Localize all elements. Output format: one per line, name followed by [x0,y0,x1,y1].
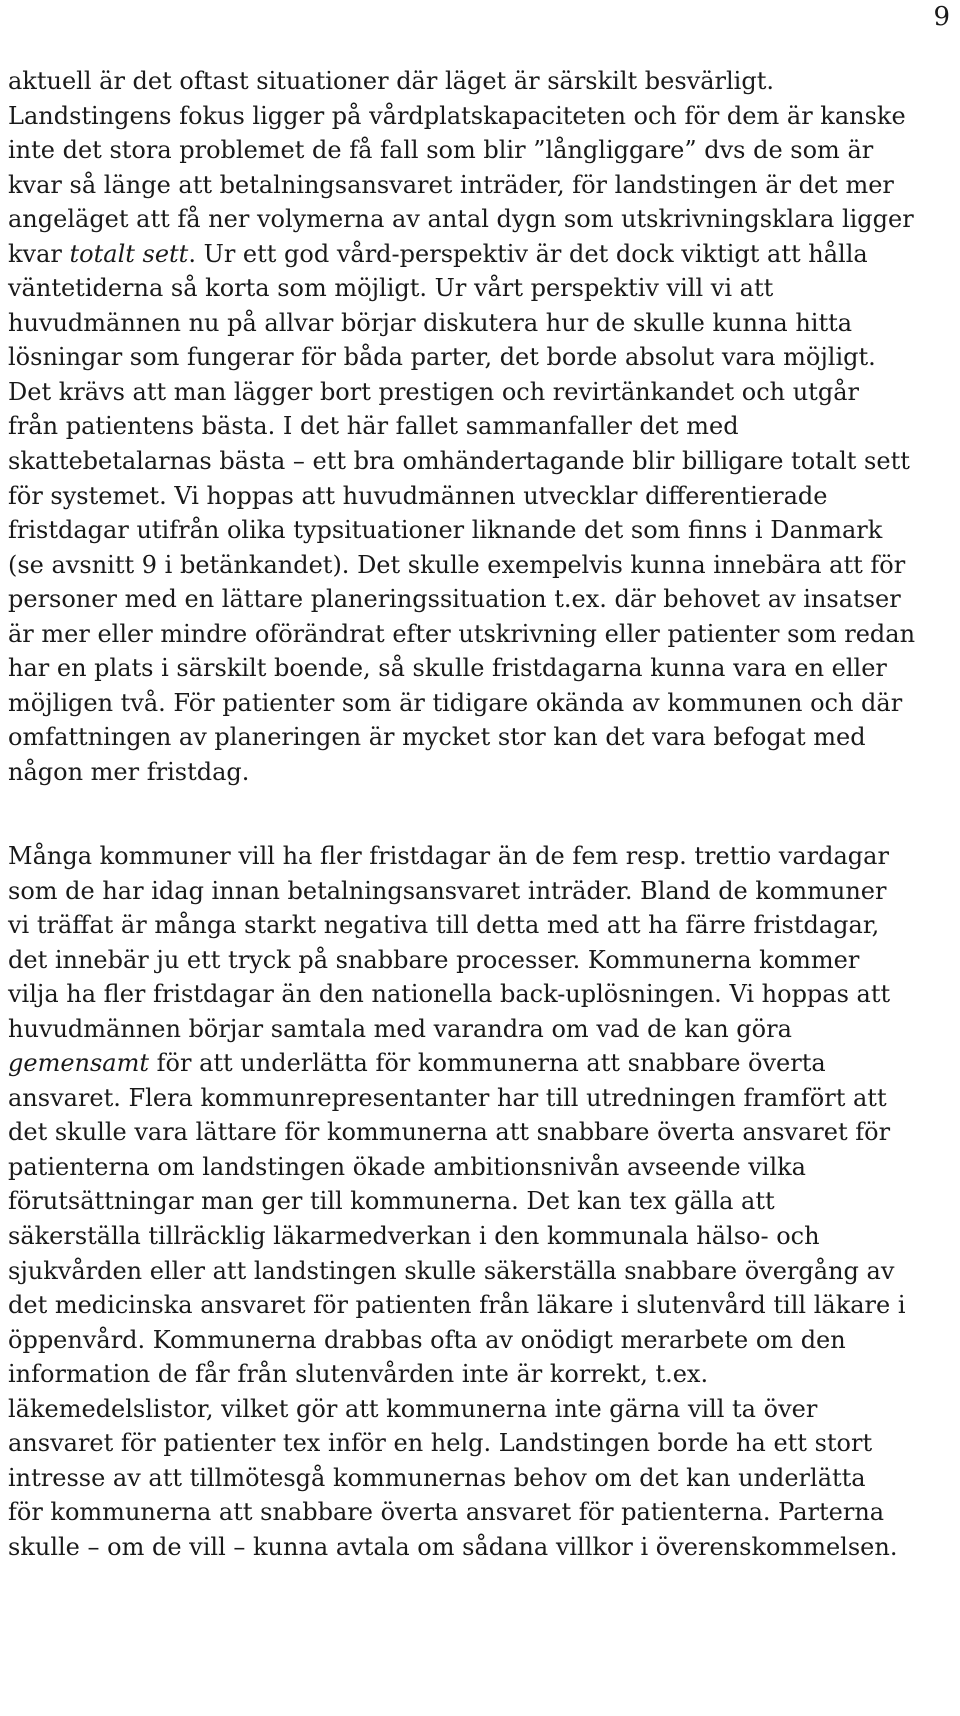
text-line: kvar så länge att betalningsansvaret inträder, för landstingen är det mer [8,170,894,199]
text-line: det innebär ju ett tryck på snabbare processer. Kommunerna kommer [8,945,860,974]
text-line: ansvaret för patienter tex inför en helg. Landstingen borde ha ett stort [8,1429,873,1458]
page-number: 9 [933,2,950,32]
text-line: är mer eller mindre oförändrat efter utskrivning eller patienter som redan [8,619,916,648]
paragraph-kommuner-view [8,839,906,1564]
text-line: säkerställa tillräcklig läkarmedverkan i den kommunala hälso- och [8,1222,820,1251]
emphasized-text: totalt sett [69,239,189,268]
text-line: från patientens bästa. I det här fallet sammanfaller det med [8,412,739,441]
text-line: förutsättningar man ger till kommunerna. Det kan tex gälla att [8,1187,775,1216]
text-line: patienterna om landstingen ökade ambitionsnivån avseende vilka [8,1152,806,1181]
text-line: (se avsnitt 9 i betänkandet). Det skulle exempelvis kunna innebära att för [8,550,906,579]
text-line: fristdagar utifrån olika typsituationer liknande det som finns i Danmark [8,516,883,545]
text-line: huvudmännen nu på allvar börjar diskutera hur de skulle kunna hitta [8,308,853,337]
text-line: aktuell är det oftast situationer där läget är särskilt besvärligt. [8,67,774,95]
text-line: Det krävs att man lägger bort prestigen och revirtänkandet och utgår [8,377,859,406]
text-line: någon mer fristdag. [8,757,250,786]
text-line: angeläget att få ner volymerna av antal dygn som utskrivningsklara ligger [8,205,914,234]
text-line: omfattningen av planeringen är mycket stor kan det vara befogat med [8,723,866,752]
text-line: huvudmännen börjar samtala med varandra om vad de kan göra [8,1014,792,1043]
text-line [8,1046,906,1081]
text-segment: . Ur ett god vård-perspektiv är det dock viktigt att hålla [188,239,868,268]
text-line: som de har idag innan betalningsansvaret inträder. Bland de kommuner [8,876,887,905]
text-line: Landstingens fokus ligger på vårdplatskapaciteten och för dem är kanske [8,101,906,130]
text-line: läkemedelslistor, vilket gör att kommunerna inte gärna vill ta över [8,1394,818,1423]
text-line: öppenvård. Kommunerna drabbas ofta av onödigt merarbete om den [8,1325,846,1354]
text-line: Många kommuner vill ha fler fristdagar än de fem resp. trettio vardagar [8,842,889,870]
text-line: för kommunerna att snabbare överta ansvaret för patienterna. Parterna [8,1498,885,1527]
text-line: för systemet. Vi hoppas att huvudmännen utvecklar differentierade [8,481,828,510]
text-line: skulle – om de vill – kunna avtala om sådana villkor i överenskommelsen. [8,1532,898,1561]
emphasized-text: gemensamt [8,1049,150,1078]
text-line: har en plats i särskilt boende, så skulle fristdagarna kunna vara en eller [8,654,887,683]
text-line: lösningar som fungerar för båda parter, det borde absolut vara möjligt. [8,343,876,372]
text-line: det medicinska ansvaret för patienten från läkare i slutenvård till läkare i [8,1291,906,1320]
text-line: skattebetalarnas bästa – ett bra omhändertagande blir billigare totalt sett [8,447,910,476]
text-line: det skulle vara lättare för kommunerna att snabbare överta ansvaret för [8,1118,891,1147]
text-line: personer med en lättare planeringssituation t.ex. där behovet av insatser [8,585,901,614]
text-line: vi träffat är många starkt negativa till detta med att ha färre fristdagar, [8,911,880,940]
text-line: inte det stora problemet de få fall som blir ”långliggare” dvs de som är [8,136,874,165]
text-line: möjligen två. För patienter som är tidigare okända av kommunen och där [8,688,903,717]
text-line: ansvaret. Flera kommunrepresentanter har till utredningen framfört att [8,1083,887,1112]
text-line: information de får från slutenvården inte är korrekt, t.ex. [8,1360,709,1389]
text-line: sjukvården eller att landstingen skulle säkerställa snabbare övergång av [8,1256,895,1285]
text-segment: för att underlätta för kommunerna att snabbare överta [149,1049,826,1078]
text-line [8,237,915,272]
text-line: intresse av att tillmötesgå kommunernas behov om det kan underlätta [8,1463,866,1492]
paragraph-fristdagar-discussion [8,64,915,789]
text-line: vilja ha fler fristdagar än den nationella back-uplösningen. Vi hoppas att [8,980,891,1009]
text-line: väntetiderna så korta som möjligt. Ur vårt perspektiv vill vi att [8,274,774,303]
text-segment: kvar [8,239,70,268]
